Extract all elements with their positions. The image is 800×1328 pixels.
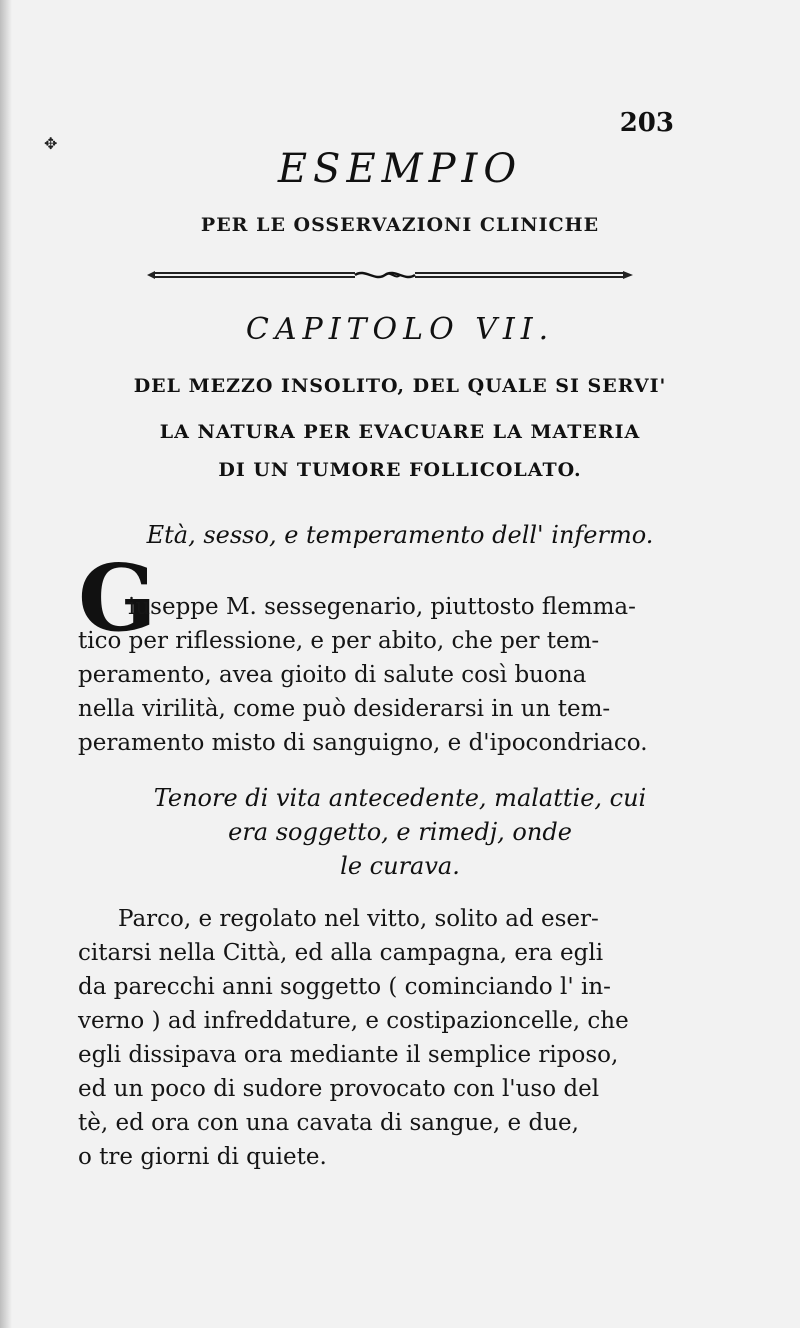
section-2-heading-line: era soggetto, e rimedj, onde: [228, 818, 572, 846]
paragraph-line: iuseppe M. sessegenario, piuttosto flemma-: [128, 594, 636, 620]
paragraph-line: egli dissipava ora mediante il semplice riposo,: [78, 1042, 619, 1068]
corner-ornament: ✥: [44, 134, 60, 153]
paragraph-line: citarsi nella Città, ed alla campagna, era egli: [78, 940, 604, 966]
page-gutter-shadow: [0, 0, 12, 1328]
heading-line: DEL MEZZO INSOLITO, DEL QUALE SI SERVI': [133, 375, 667, 397]
page-title: ESEMPIO: [277, 146, 523, 192]
section-2-heading-line: Tenore di vita antecedente, malattie, cui: [153, 784, 647, 812]
paragraph-line: Parco, e regolato nel vitto, solito ad eser-: [118, 906, 599, 932]
drop-cap: G: [78, 544, 157, 652]
decorative-divider: [145, 268, 635, 282]
paragraph-line: nella virilità, come può desiderarsi in un tem-: [78, 696, 611, 722]
paragraph-line: o tre giorni di quiete.: [78, 1144, 327, 1170]
paragraph-line: peramento misto di sanguigno, e d'ipocondriaco.: [78, 730, 648, 756]
paragraph-line: ed un poco di sudore provocato con l'uso del: [78, 1076, 600, 1102]
chapter-heading: CAPITOLO VII.: [245, 312, 555, 347]
chapter-subheading-line-3: [80, 452, 720, 488]
paragraph-line: verno ) ad infreddature, e costipazioncelle, che: [78, 1008, 629, 1034]
page-number: 203: [619, 108, 674, 138]
heading-line: LA NATURA PER EVACUARE LA MATERIA: [159, 421, 641, 443]
chapter-subheading-line-2: [80, 414, 720, 450]
paragraph-line: tico per riflessione, e per abito, che per tem-: [78, 628, 600, 654]
section-2-heading: [80, 781, 720, 883]
page-subtitle: PER LE OSSERVAZIONI CLINICHE: [200, 214, 600, 236]
paragraph-line: tè, ed ora con una cavata di sangue, e due,: [78, 1110, 579, 1136]
chapter-subheading-line-1: [80, 368, 720, 404]
section-2-heading-line: le curava.: [340, 852, 460, 880]
section-1-paragraph: [78, 590, 704, 760]
paragraph-line: da parecchi anni soggetto ( cominciando l' in-: [78, 974, 611, 1000]
section-2-paragraph: [78, 902, 704, 1174]
paragraph-line: peramento, avea gioito di salute così buona: [78, 662, 587, 688]
section-1-heading: Età, sesso, e temperamento dell' infermo.: [146, 521, 654, 549]
heading-line: DI UN TUMORE FOLLICOLATO.: [218, 459, 582, 481]
